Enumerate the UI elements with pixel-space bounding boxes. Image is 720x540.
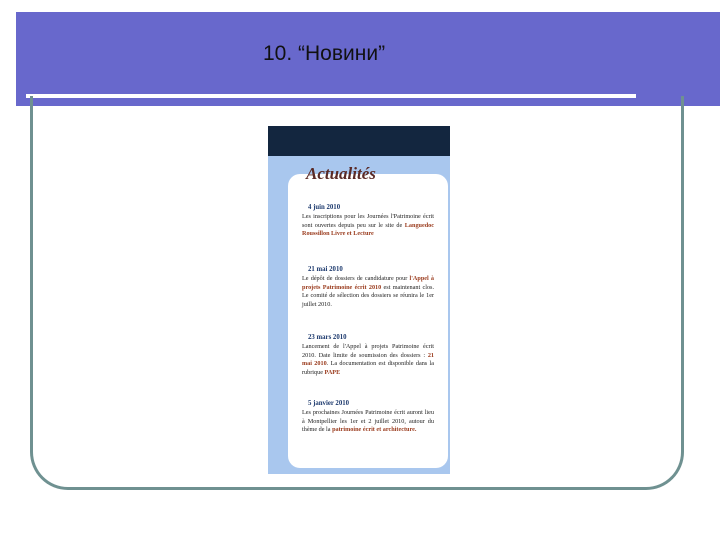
news-date: 21 mai 2010 — [308, 266, 343, 273]
news-date: 4 juin 2010 — [308, 204, 341, 211]
news-date: 5 janvier 2010 — [308, 400, 350, 407]
news-text-continued: est maintenant clos. Le comité de sélection des dossiers se réunira le 1er juillet 2010. — [302, 283, 434, 308]
news-heading: Actualités — [306, 164, 376, 183]
news-item — [302, 400, 434, 435]
news-highlight: 21 mai 2010 — [302, 351, 435, 368]
news-item — [302, 334, 434, 377]
slide-title: 10. “Новини” — [263, 42, 386, 65]
news-link[interactable]: PAPE — [324, 368, 341, 376]
news-link[interactable]: l'Appel à projets Patrimoine écrit 2010 — [302, 275, 435, 291]
news-text: Lancement de l'Appel à projets Patrimoine écrit 2010. Date limite de soumission des dossiers : — [302, 343, 434, 359]
news-date: 23 mars 2010 — [308, 334, 347, 341]
embedded-screenshot — [268, 126, 450, 474]
news-link[interactable]: Languedoc Roussillon Livre et Lecture — [302, 221, 435, 238]
news-item — [302, 204, 434, 239]
news-text-continued: . La documentation est disponible dans la rubrique — [302, 360, 435, 376]
news-item — [302, 266, 434, 309]
news-text: Les prochaines Journées Patrimoine écrit auront lieu à Montpellier les 1er et 2 juillet 2010, autour du thème de la — [302, 409, 434, 434]
title-bar-edge — [0, 12, 16, 106]
news-text: Le dépôt de dossiers de candidature pour — [302, 275, 408, 283]
news-highlight: patrimoine écrit et architecture. — [332, 426, 417, 434]
news-text: Les inscriptions pour les Journées l'Patrimoine écrit sont ouvertes depuis peu sur le site de — [302, 213, 434, 229]
screenshot-header-bar — [268, 126, 450, 156]
